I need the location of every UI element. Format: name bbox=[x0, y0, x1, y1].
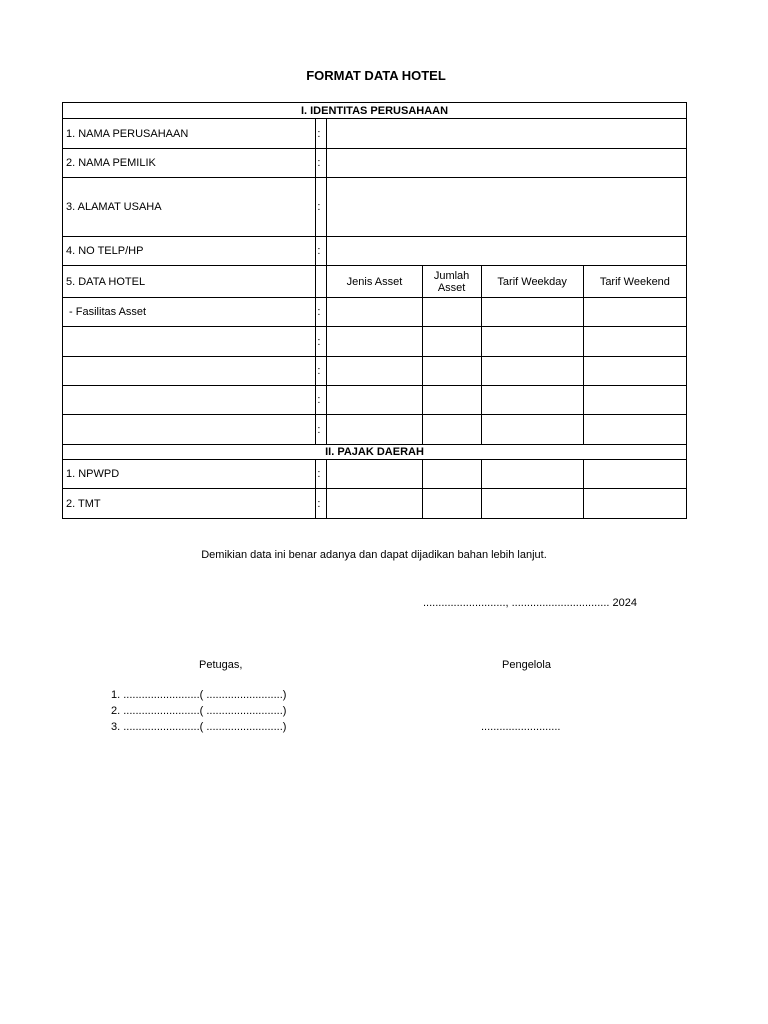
colon-separator-empty bbox=[316, 266, 327, 298]
colon-separator: : bbox=[316, 119, 327, 149]
asset-row bbox=[63, 327, 687, 357]
tarif-weekday-cell[interactable] bbox=[481, 298, 583, 327]
section-pajak-daerah: II. PAJAK DAERAH bbox=[63, 445, 687, 460]
petugas-label: Petugas, bbox=[199, 659, 243, 671]
jumlah-asset-cell[interactable] bbox=[422, 298, 481, 327]
colon-separator: : bbox=[316, 415, 327, 445]
field-label-nama-perusahaan: 1. NAMA PERUSAHAAN bbox=[63, 119, 316, 149]
column-header-asset: Asset bbox=[437, 281, 466, 294]
tarif-weekend-cell[interactable] bbox=[583, 386, 686, 415]
colon-separator: : bbox=[316, 178, 327, 237]
section-header-row bbox=[63, 103, 687, 119]
npwpd-cell[interactable] bbox=[327, 460, 422, 489]
place-date-line: ..........................., ................................ 2024 bbox=[423, 597, 637, 609]
npwpd-cell[interactable] bbox=[422, 460, 481, 489]
field-label-fasilitas-asset: - Fasilitas Asset bbox=[63, 298, 316, 327]
field-label-npwpd: 1. NPWPD bbox=[63, 460, 316, 489]
tarif-weekday-cell[interactable] bbox=[481, 357, 583, 386]
pengelola-label: Pengelola bbox=[502, 659, 551, 671]
asset-label-cell[interactable] bbox=[63, 327, 316, 357]
column-header-jenis-asset: Jenis Asset bbox=[327, 266, 422, 298]
tmt-cell[interactable] bbox=[422, 489, 481, 519]
jenis-asset-cell[interactable] bbox=[327, 386, 422, 415]
colon-separator: : bbox=[316, 357, 327, 386]
nama-pemilik-field[interactable] bbox=[327, 149, 687, 178]
column-header-jumlah-asset bbox=[422, 266, 481, 298]
asset-row bbox=[63, 357, 687, 386]
npwpd-cell[interactable] bbox=[481, 460, 583, 489]
asset-label-cell[interactable] bbox=[63, 386, 316, 415]
colon-separator: : bbox=[316, 489, 327, 519]
document-title: FORMAT DATA HOTEL bbox=[306, 68, 446, 83]
jumlah-asset-cell[interactable] bbox=[422, 327, 481, 357]
field-label-no-telp: 4. NO TELP/HP bbox=[63, 237, 316, 266]
tmt-cell[interactable] bbox=[327, 489, 422, 519]
jumlah-asset-cell[interactable] bbox=[422, 386, 481, 415]
petugas-signature-line: 2. .........................( .........................) bbox=[111, 705, 287, 717]
field-label-tmt: 2. TMT bbox=[63, 489, 316, 519]
npwpd-cell[interactable] bbox=[583, 460, 686, 489]
asset-label-cell[interactable] bbox=[63, 415, 316, 445]
colon-separator: : bbox=[316, 327, 327, 357]
jenis-asset-cell[interactable] bbox=[327, 327, 422, 357]
colon-separator: : bbox=[316, 386, 327, 415]
jenis-asset-cell[interactable] bbox=[327, 298, 422, 327]
asset-row bbox=[63, 298, 687, 327]
field-label-data-hotel: 5. DATA HOTEL bbox=[63, 266, 316, 298]
field-label-nama-pemilik: 2. NAMA PEMILIK bbox=[63, 149, 316, 178]
colon-separator: : bbox=[316, 298, 327, 327]
jenis-asset-cell[interactable] bbox=[327, 415, 422, 445]
tax-row bbox=[63, 460, 687, 489]
tmt-cell[interactable] bbox=[583, 489, 686, 519]
nama-perusahaan-field[interactable] bbox=[327, 119, 687, 149]
form-row bbox=[63, 149, 687, 178]
jumlah-asset-cell[interactable] bbox=[422, 415, 481, 445]
jumlah-asset-cell[interactable] bbox=[422, 357, 481, 386]
pengelola-signature-line: .......................... bbox=[481, 721, 561, 733]
petugas-signature-line: 3. .........................( .........................) bbox=[111, 721, 287, 733]
tax-row bbox=[63, 489, 687, 519]
jenis-asset-cell[interactable] bbox=[327, 357, 422, 386]
tarif-weekend-cell[interactable] bbox=[583, 298, 686, 327]
section-identitas-perusahaan: I. IDENTITAS PERUSAHAAN bbox=[63, 103, 687, 119]
asset-label-cell[interactable] bbox=[63, 357, 316, 386]
tmt-cell[interactable] bbox=[481, 489, 583, 519]
colon-separator: : bbox=[316, 149, 327, 178]
tarif-weekday-cell[interactable] bbox=[481, 415, 583, 445]
column-header-tarif-weekend: Tarif Weekend bbox=[583, 266, 686, 298]
colon-separator: : bbox=[316, 237, 327, 266]
hotel-data-form bbox=[62, 102, 687, 519]
tarif-weekend-cell[interactable] bbox=[583, 415, 686, 445]
asset-row bbox=[63, 386, 687, 415]
tarif-weekday-cell[interactable] bbox=[481, 327, 583, 357]
no-telp-field[interactable] bbox=[327, 237, 687, 266]
form-row bbox=[63, 178, 687, 237]
declaration-statement: Demikian data ini benar adanya dan dapat dijadikan bahan lebih lanjut. bbox=[201, 549, 547, 561]
form-row bbox=[63, 119, 687, 149]
tarif-weekend-cell[interactable] bbox=[583, 327, 686, 357]
petugas-signature-line: 1. .........................( .........................) bbox=[111, 689, 287, 701]
tarif-weekend-cell[interactable] bbox=[583, 357, 686, 386]
tarif-weekday-cell[interactable] bbox=[481, 386, 583, 415]
data-hotel-header-row bbox=[63, 266, 687, 298]
section-header-row bbox=[63, 445, 687, 460]
column-header-jumlah: Jumlah bbox=[433, 269, 470, 282]
alamat-usaha-field[interactable] bbox=[327, 178, 687, 237]
form-row bbox=[63, 237, 687, 266]
column-header-tarif-weekday: Tarif Weekday bbox=[481, 266, 583, 298]
colon-separator: : bbox=[316, 460, 327, 489]
asset-row bbox=[63, 415, 687, 445]
field-label-alamat-usaha: 3. ALAMAT USAHA bbox=[63, 178, 316, 237]
